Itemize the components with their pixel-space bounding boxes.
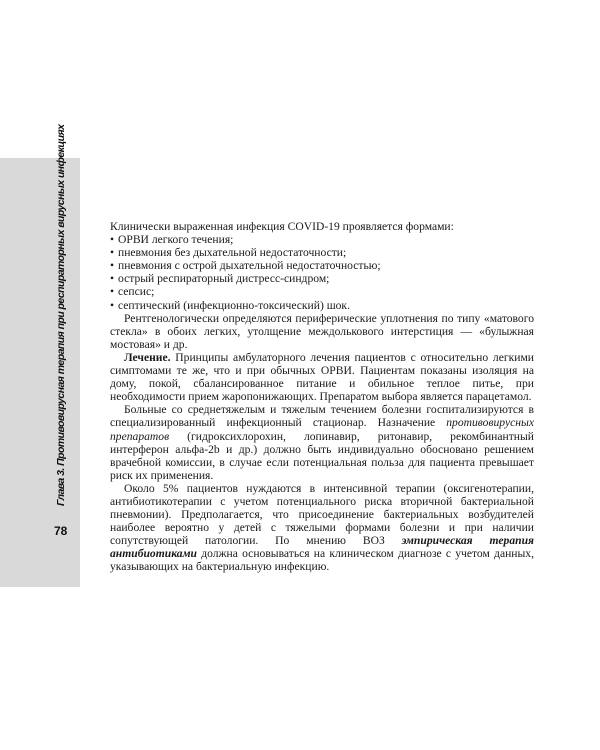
list-item: • пневмония с острой дыхательной недостаточностью; [110,259,534,272]
list-item: • острый респираторный дистресс-синдром; [110,272,534,285]
page-number: 78 [54,524,68,538]
antiviral-term: противовирусных препаратов [110,416,534,443]
hospital-text-start: Больные со среднетяжелым и тяжелым течением болезни госпитализируются в специализированный инфекционный стационар. Назначение [110,403,534,430]
running-head: Глава 3. Противовирусная терапия при респираторных вирусных инфекциях [55,124,67,506]
list-item: • сепсис; [110,285,534,298]
hospital-text-end: (гидроксихлорохин, лопинавир, ритонавир, рекомбинантный интерферон альфа-2b и др.) должно быть индивидуально обосновано решением врачебной комиссии, в случае если потенциальная польза для пациента превышает риск их применения. [110,429,534,482]
hospital-paragraph [110,403,534,482]
treatment-label: Лечение. [124,350,171,364]
list-item: • ОРВИ легкого течения; [110,233,534,246]
covid-forms-list [110,233,534,312]
main-text [110,220,534,574]
icu-text-end: должна основываться на клиническом диагнозе с учетом данных, указывающих на бактериальную инфекцию. [110,547,534,574]
icu-paragraph [110,482,534,574]
list-item: • септический (инфекционно-токсический) шок. [110,299,534,312]
radiology-paragraph: Рентгенологически определяются периферические уплотнения по типу «матового стекла» в обоих легких, утолщение междолькового интерстиция — «булыжная мостовая» и др. [110,311,534,351]
list-item: • пневмония без дыхательной недостаточности; [110,246,534,259]
intro-paragraph: Клинически выраженная инфекция COVID-19 проявляется формами: [110,220,454,233]
treatment-paragraph [110,351,534,403]
treatment-text: Принципы амбулаторного лечения пациентов с относительно легкими симптомами те же, что и при обычных ОРВИ. Пациентам показаны изоляция на дому, покой, сбалансированное питание и обильное теплое питье, при необходимости прием жаропонижающих. Препаратом выбора является парацетамол. [110,350,534,404]
empiric-term: эмпирическая терапия антибиотиками [110,534,535,561]
icu-text-start: Около 5% пациентов нуждаются в интенсивной терапии (оксигенотерапии, антибиотикотерапии с учетом потенциального риска вторичной бактериальной пневмонии). Предполагается, что присоединение бактериальных возбудителей наиболее вероятно у детей с тяжелыми формами болезни и при наличии сопутствующей патологии. По мнению ВОЗ [110,481,534,548]
